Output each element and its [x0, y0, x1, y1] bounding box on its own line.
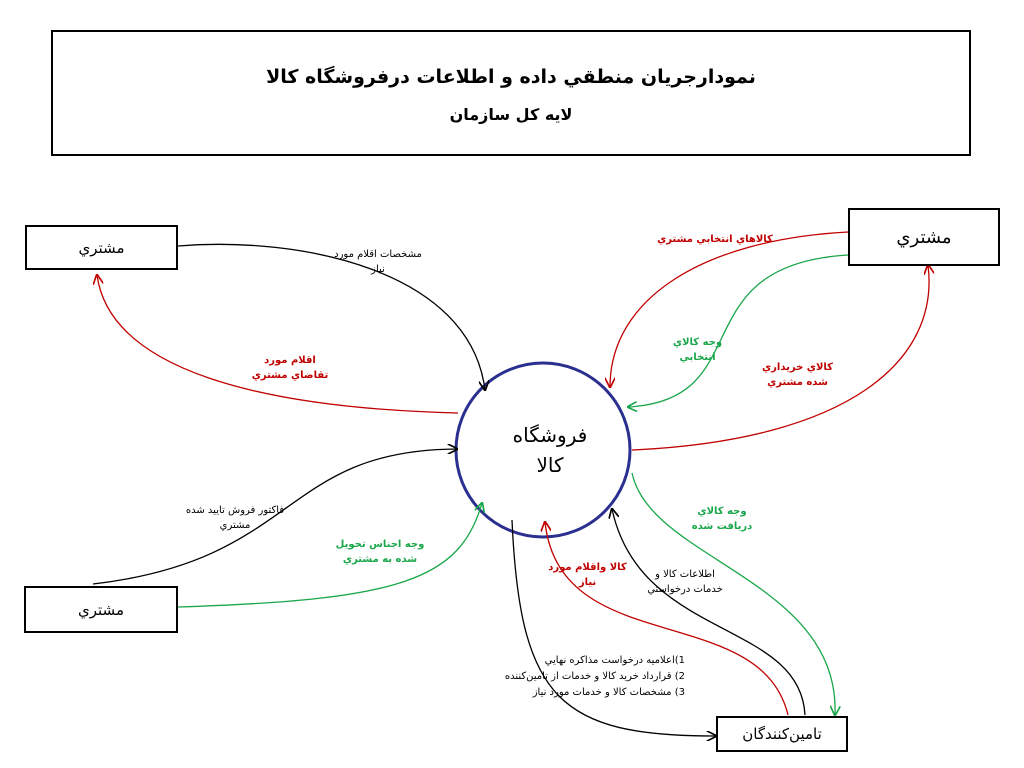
- label-line: وجه كالاي: [672, 337, 723, 348]
- label-line: 2) قرارداد خريد كالا و خدمات از تامين‌كننده: [504, 671, 685, 682]
- label-payment-received: [682, 504, 762, 534]
- label-line: وجه اجناس تحويل: [335, 539, 425, 550]
- flow-items-requested: [97, 275, 458, 413]
- label-purchased-goods: [755, 360, 840, 390]
- entity-label: مشتري: [896, 226, 952, 248]
- label-line: كالا واقلام مورد: [548, 562, 627, 573]
- label-line: خدمات درخواستي: [647, 584, 723, 595]
- label-line: مشتري: [219, 520, 251, 531]
- diagram-title: نمودارجريان منطقي داده و اطلاعات درفروشگاه كالا: [266, 66, 756, 88]
- label-selected-goods: [650, 232, 780, 247]
- label-line: مشخصات اقلام مورد: [334, 249, 422, 260]
- entity-label: مشتري: [78, 600, 124, 619]
- label-invoice: [180, 503, 290, 533]
- flow-supplier-messages: [512, 520, 716, 736]
- label-line: وجه كالاي: [697, 506, 747, 517]
- label-line: نياز: [578, 577, 597, 588]
- label-line: شده مشتري: [767, 377, 828, 388]
- label-line: دريافت شده: [691, 521, 753, 532]
- label-line: تقاضاي مشتري: [251, 370, 329, 381]
- label-specs-needed: [328, 247, 428, 277]
- label-items-requested: [245, 353, 335, 383]
- label-payment-delivered: [330, 537, 430, 567]
- entity-customer-bottom-left: [24, 586, 178, 633]
- label-line: 1)اعلاميه درخواست مذاكره نهايي: [544, 655, 685, 666]
- label-payment-selected: [665, 335, 730, 365]
- label-info-goods-services: [640, 567, 730, 597]
- process-label-line1: فروشگاه: [512, 423, 588, 447]
- label-goods-needed: [545, 560, 630, 590]
- label-line: فاكتور فروش تاييد شده: [185, 505, 285, 516]
- label-line: اطلاعات كالا و: [655, 569, 715, 580]
- label-line: كالاهاي انتخابي مشتري: [657, 234, 773, 245]
- entity-customer-top-left: [25, 225, 178, 270]
- diagram-subtitle: لايه كل سازمان: [449, 105, 573, 124]
- label-supplier-messages: [470, 653, 685, 701]
- process-label-line2: كالا: [536, 453, 564, 477]
- entity-label: تامين‌كنندگان: [742, 725, 822, 743]
- label-line: انتخابي: [679, 352, 716, 363]
- entity-customer-top-right: [848, 208, 1000, 266]
- process-label: [470, 420, 630, 480]
- label-line: نياز: [371, 264, 385, 275]
- label-line: 3) مشخصات كالا و خدمات مورد نياز: [532, 687, 685, 698]
- entity-suppliers: [716, 716, 848, 752]
- label-line: كالاي خريداري: [762, 362, 833, 373]
- entity-label: مشتري: [78, 238, 125, 257]
- label-line: شده به مشتري: [342, 554, 418, 565]
- label-line: اقلام مورد: [264, 355, 316, 366]
